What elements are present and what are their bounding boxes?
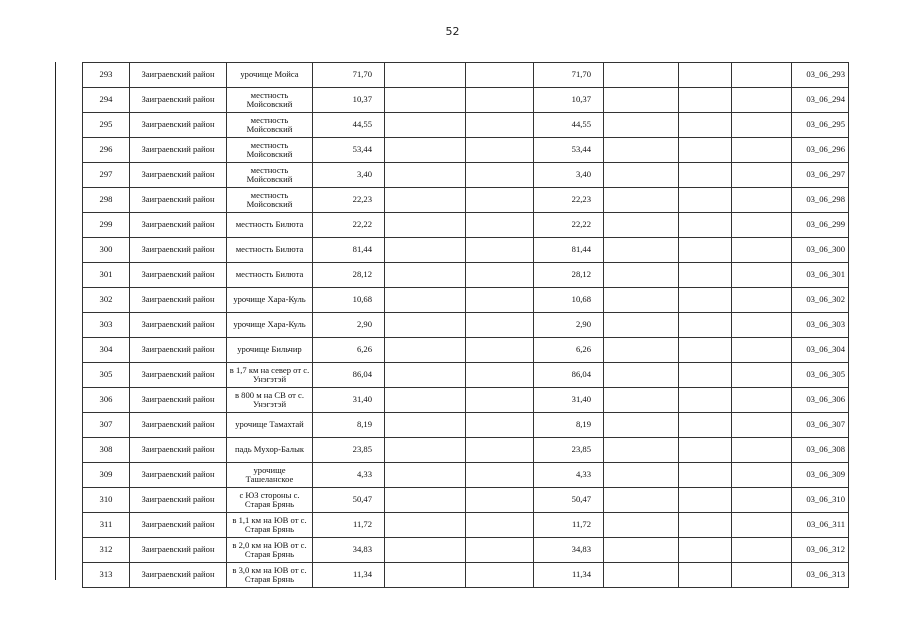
cell-empty [385,363,466,388]
page-number: 52 [445,25,460,38]
cell-empty [466,413,534,438]
cell-empty [679,288,732,313]
table-row [83,263,849,288]
cell-empty [732,438,792,463]
cell-area-total: 2,90 [534,313,604,338]
table-row [83,313,849,338]
cell-area-total: 3,40 [534,163,604,188]
cell-code: 03_06_296 [792,138,849,163]
cell-empty [466,463,534,488]
cell-empty [732,163,792,188]
cell-empty [679,313,732,338]
cell-area-total: 86,04 [534,363,604,388]
cell-place: урочище Ташеланское [227,463,313,488]
table-row [83,188,849,213]
register-table [82,62,849,588]
cell-empty [385,138,466,163]
cell-area-total: 44,55 [534,113,604,138]
cell-code: 03_06_312 [792,538,849,563]
cell-empty [385,463,466,488]
cell-number: 309 [83,463,130,488]
cell-empty [385,263,466,288]
cell-empty [732,288,792,313]
cell-empty [466,538,534,563]
table-row [83,338,849,363]
cell-empty [679,138,732,163]
cell-code: 03_06_313 [792,563,849,588]
cell-empty [732,338,792,363]
cell-area: 23,85 [313,438,385,463]
cell-empty [604,213,679,238]
cell-empty [732,213,792,238]
cell-district: Заиграевский район [130,438,227,463]
cell-empty [604,388,679,413]
cell-district: Заиграевский район [130,138,227,163]
cell-empty [604,513,679,538]
cell-code: 03_06_307 [792,413,849,438]
cell-area-total: 11,72 [534,513,604,538]
cell-empty [604,288,679,313]
cell-empty [732,413,792,438]
cell-number: 299 [83,213,130,238]
cell-district: Заиграевский район [130,488,227,513]
cell-district: Заиграевский район [130,213,227,238]
cell-area: 22,23 [313,188,385,213]
cell-number: 312 [83,538,130,563]
cell-empty [679,413,732,438]
cell-place: в 2,0 км на ЮВ от с. Старая Брянь [227,538,313,563]
cell-code: 03_06_302 [792,288,849,313]
cell-empty [679,388,732,413]
cell-area-total: 34,83 [534,538,604,563]
cell-area: 2,90 [313,313,385,338]
cell-place: урочище Хара-Куль [227,313,313,338]
cell-area-total: 71,70 [534,63,604,88]
cell-district: Заиграевский район [130,63,227,88]
table-row [83,538,849,563]
cell-area-total: 4,33 [534,463,604,488]
cell-empty [466,63,534,88]
cell-empty [466,188,534,213]
cell-empty [385,388,466,413]
table-row [83,463,849,488]
cell-area: 3,40 [313,163,385,188]
cell-code: 03_06_309 [792,463,849,488]
cell-empty [385,88,466,113]
cell-empty [732,238,792,263]
cell-code: 03_06_308 [792,438,849,463]
cell-area: 8,19 [313,413,385,438]
cell-number: 304 [83,338,130,363]
cell-empty [732,188,792,213]
cell-empty [679,563,732,588]
cell-place: в 800 м на СВ от с. Унэгэтэй [227,388,313,413]
cell-empty [466,113,534,138]
cell-empty [732,63,792,88]
cell-empty [679,188,732,213]
cell-empty [466,313,534,338]
cell-number: 313 [83,563,130,588]
cell-place: в 1,1 км на ЮВ от с. Старая Брянь [227,513,313,538]
cell-area-total: 22,23 [534,188,604,213]
cell-area: 81,44 [313,238,385,263]
table-row [83,288,849,313]
table-row [83,563,849,588]
cell-area: 4,33 [313,463,385,488]
cell-place: урочище Тамахтай [227,413,313,438]
cell-district: Заиграевский район [130,563,227,588]
cell-code: 03_06_300 [792,238,849,263]
cell-empty [466,488,534,513]
table-row [83,138,849,163]
cell-number: 295 [83,113,130,138]
table-row [83,363,849,388]
cell-district: Заиграевский район [130,538,227,563]
cell-empty [604,163,679,188]
cell-empty [732,113,792,138]
cell-place: местность Мойсовский [227,163,313,188]
cell-place: в 3,0 км на ЮВ от с. Старая Брянь [227,563,313,588]
cell-place: с ЮЗ стороны с. Старая Брянь [227,488,313,513]
cell-place: местность Билюта [227,238,313,263]
table-row [83,438,849,463]
cell-place: в 1,7 км на север от с. Унэгэтэй [227,363,313,388]
cell-number: 297 [83,163,130,188]
cell-empty [679,338,732,363]
cell-number: 298 [83,188,130,213]
cell-number: 293 [83,63,130,88]
cell-empty [385,513,466,538]
cell-empty [604,63,679,88]
cell-empty [604,488,679,513]
cell-code: 03_06_306 [792,388,849,413]
cell-empty [466,563,534,588]
cell-area: 34,83 [313,538,385,563]
cell-empty [466,388,534,413]
table-body [83,63,849,588]
cell-district: Заиграевский район [130,338,227,363]
cell-district: Заиграевский район [130,463,227,488]
cell-empty [466,438,534,463]
cell-empty [604,538,679,563]
cell-area: 22,22 [313,213,385,238]
cell-empty [385,63,466,88]
cell-number: 303 [83,313,130,338]
table-row [83,513,849,538]
cell-code: 03_06_299 [792,213,849,238]
cell-area-total: 31,40 [534,388,604,413]
cell-empty [732,513,792,538]
cell-code: 03_06_295 [792,113,849,138]
cell-empty [679,88,732,113]
cell-number: 306 [83,388,130,413]
cell-place: урочище Хара-Куль [227,288,313,313]
cell-empty [732,138,792,163]
cell-area: 28,12 [313,263,385,288]
cell-district: Заиграевский район [130,263,227,288]
cell-area-total: 10,37 [534,88,604,113]
cell-empty [385,188,466,213]
cell-empty [679,538,732,563]
table-row [83,88,849,113]
table-row [83,388,849,413]
cell-code: 03_06_304 [792,338,849,363]
cell-empty [732,263,792,288]
cell-empty [466,138,534,163]
cell-empty [604,238,679,263]
cell-area-total: 53,44 [534,138,604,163]
cell-area: 53,44 [313,138,385,163]
cell-district: Заиграевский район [130,363,227,388]
cell-code: 03_06_298 [792,188,849,213]
cell-place: местность Мойсовский [227,88,313,113]
cell-code: 03_06_294 [792,88,849,113]
cell-code: 03_06_311 [792,513,849,538]
cell-empty [466,263,534,288]
cell-area: 11,34 [313,563,385,588]
cell-number: 311 [83,513,130,538]
cell-area: 10,68 [313,288,385,313]
cell-district: Заиграевский район [130,88,227,113]
cell-area: 44,55 [313,113,385,138]
cell-empty [679,113,732,138]
table-row [83,213,849,238]
cell-code: 03_06_297 [792,163,849,188]
cell-place: урочище Бильчир [227,338,313,363]
cell-number: 308 [83,438,130,463]
cell-empty [385,113,466,138]
cell-empty [466,288,534,313]
table-row [83,413,849,438]
cell-place: местность Мойсовский [227,138,313,163]
cell-empty [732,88,792,113]
cell-place: местность Мойсовский [227,113,313,138]
cell-empty [679,238,732,263]
cell-area-total: 81,44 [534,238,604,263]
cell-area: 31,40 [313,388,385,413]
cell-place: падь Мухор-Балык [227,438,313,463]
cell-district: Заиграевский район [130,313,227,338]
cell-empty [679,63,732,88]
cell-empty [604,263,679,288]
cell-place: местность Билюта [227,263,313,288]
cell-district: Заиграевский район [130,238,227,263]
cell-empty [679,163,732,188]
cell-empty [732,488,792,513]
cell-number: 302 [83,288,130,313]
cell-number: 310 [83,488,130,513]
cell-empty [604,338,679,363]
cell-empty [385,163,466,188]
cell-empty [466,88,534,113]
cell-area: 50,47 [313,488,385,513]
binding-margin-line [55,62,56,580]
cell-area: 6,26 [313,338,385,363]
cell-empty [679,488,732,513]
cell-area-total: 23,85 [534,438,604,463]
cell-area-total: 50,47 [534,488,604,513]
cell-number: 301 [83,263,130,288]
cell-empty [466,238,534,263]
cell-area-total: 11,34 [534,563,604,588]
cell-area: 71,70 [313,63,385,88]
cell-empty [679,263,732,288]
cell-area: 11,72 [313,513,385,538]
cell-area: 10,37 [313,88,385,113]
cell-empty [604,313,679,338]
cell-empty [466,163,534,188]
table-row [83,63,849,88]
cell-number: 300 [83,238,130,263]
cell-empty [732,388,792,413]
cell-district: Заиграевский район [130,288,227,313]
cell-empty [604,188,679,213]
cell-empty [732,313,792,338]
table-row [83,238,849,263]
cell-district: Заиграевский район [130,413,227,438]
cell-empty [679,438,732,463]
cell-empty [466,213,534,238]
cell-empty [385,538,466,563]
cell-empty [604,363,679,388]
cell-empty [604,563,679,588]
cell-area-total: 8,19 [534,413,604,438]
table-row [83,113,849,138]
cell-empty [385,238,466,263]
cell-empty [385,213,466,238]
cell-area-total: 6,26 [534,338,604,363]
cell-empty [604,113,679,138]
cell-number: 307 [83,413,130,438]
cell-district: Заиграевский район [130,113,227,138]
cell-district: Заиграевский район [130,513,227,538]
cell-empty [679,363,732,388]
table-row [83,163,849,188]
cell-code: 03_06_301 [792,263,849,288]
cell-code: 03_06_303 [792,313,849,338]
cell-area-total: 22,22 [534,213,604,238]
cell-empty [604,413,679,438]
cell-place: урочище Мойса [227,63,313,88]
cell-area-total: 10,68 [534,288,604,313]
cell-empty [466,363,534,388]
cell-empty [385,338,466,363]
cell-place: местность Мойсовский [227,188,313,213]
cell-empty [732,538,792,563]
cell-empty [385,413,466,438]
cell-empty [385,313,466,338]
cell-empty [385,288,466,313]
cell-empty [679,513,732,538]
cell-number: 305 [83,363,130,388]
cell-district: Заиграевский район [130,188,227,213]
cell-empty [732,363,792,388]
cell-code: 03_06_305 [792,363,849,388]
cell-empty [385,488,466,513]
cell-area-total: 28,12 [534,263,604,288]
cell-area: 86,04 [313,363,385,388]
cell-district: Заиграевский район [130,388,227,413]
cell-empty [679,213,732,238]
cell-empty [604,463,679,488]
cell-empty [604,138,679,163]
cell-empty [604,88,679,113]
cell-code: 03_06_310 [792,488,849,513]
cell-code: 03_06_293 [792,63,849,88]
cell-empty [385,438,466,463]
cell-district: Заиграевский район [130,163,227,188]
cell-number: 294 [83,88,130,113]
cell-empty [604,438,679,463]
cell-empty [732,563,792,588]
cell-empty [466,513,534,538]
table-row [83,488,849,513]
cell-empty [679,463,732,488]
cell-place: местность Билюта [227,213,313,238]
cell-empty [466,338,534,363]
cell-empty [732,463,792,488]
cell-number: 296 [83,138,130,163]
cell-empty [385,563,466,588]
